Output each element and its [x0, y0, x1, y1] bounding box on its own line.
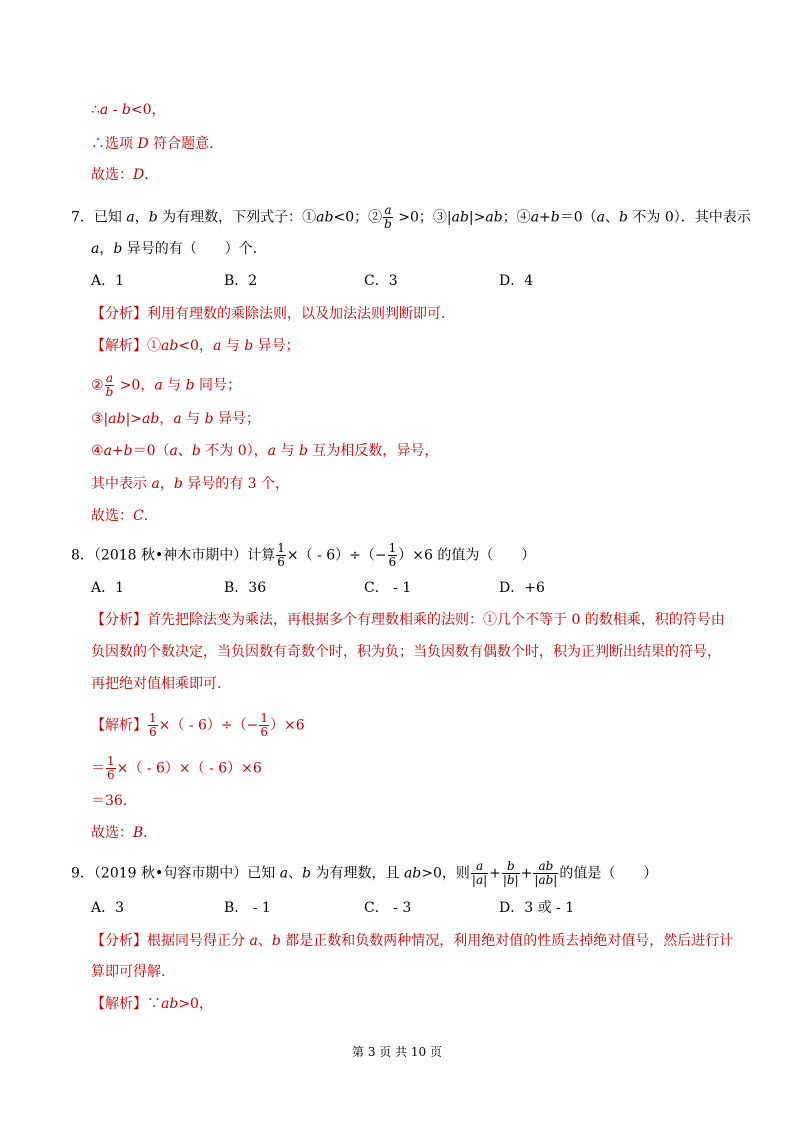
q8-solution-line-3: ＝36． [91, 793, 137, 809]
question-number: 9． [71, 865, 94, 882]
text: 、 [288, 865, 303, 882]
question-number: 8． [71, 547, 94, 564]
expr-ab: ab [142, 411, 160, 427]
equals-sign: ＝ [91, 760, 105, 777]
text: - [108, 102, 122, 118]
var-b: b [298, 443, 308, 459]
expr-ab: ab [108, 411, 126, 427]
text: 与 [162, 377, 186, 394]
prev-line-1 [91, 101, 166, 119]
fraction-one-sixth [106, 755, 116, 782]
text: ， [159, 476, 174, 492]
text: 同号； [194, 377, 242, 394]
q9-solution-line-1 [91, 995, 213, 1013]
text: 异号的有（ ）个． [122, 241, 267, 257]
text: 异号的有 3 个， [182, 476, 290, 492]
expr-a-plus-b: a+b [530, 209, 560, 226]
text: 都是正数和负数两种情况，利用绝对值的性质去掉绝对值号，然后进行计 [280, 933, 734, 949]
fraction-numerator: ab [533, 860, 558, 874]
q9-stem [71, 860, 657, 887]
text: 与 [276, 443, 299, 459]
fraction-one-sixth [276, 542, 286, 569]
minus-sign: − [246, 717, 259, 734]
q8-choice-a: A．1 [91, 580, 125, 596]
fraction-denominator: |ab| [534, 873, 558, 887]
fraction-numerator: a [471, 860, 488, 874]
text: >0，则 [421, 865, 470, 882]
answer-letter: D [133, 167, 145, 183]
var-b: b [244, 338, 254, 354]
text: ×（ - 6）÷（ [158, 717, 247, 734]
text: 与 [221, 338, 245, 354]
expr-ab: ab [316, 209, 334, 226]
expr-ab: ab [485, 209, 503, 226]
page-footer: 第 3 页 共 10 页 [352, 1045, 442, 1059]
text: 互为相反数，异号， [307, 443, 439, 459]
text: 故选： [91, 825, 133, 841]
text: |> [125, 411, 143, 427]
q7-solution-line-2 [91, 372, 241, 399]
q8-answer [91, 824, 157, 842]
text: <0， [178, 338, 213, 354]
fraction-a-over-abs-a [471, 860, 488, 887]
var-b: b [204, 411, 214, 427]
q8-choice-b: B．36 [224, 580, 267, 596]
therefore-symbol: ∴ [91, 102, 100, 118]
q9-choice-c: C． - 3 [364, 900, 412, 916]
q9-analysis-line-1 [91, 932, 733, 950]
text: ×（ - 6）÷（ [286, 547, 375, 564]
fraction-denominator: 6 [388, 555, 397, 569]
fraction-numerator: a [384, 203, 392, 217]
text: ∴选项 [91, 136, 138, 152]
q7-choice-b: B．2 [224, 273, 258, 289]
q8-analysis-line-1: 【分析】首先把除法变为乘法，再根据多个有理数相乘的法则：①几个不等于 0 的数相乘，积的符号由 [91, 612, 725, 628]
q8-solution-line-1 [91, 712, 305, 739]
text: 异号； [213, 411, 261, 427]
q9-choice-b: B． - 1 [224, 900, 271, 916]
var-b: b [185, 377, 195, 394]
text: 的值是（ ） [559, 865, 658, 882]
fraction-ab-over-abs-ab [533, 860, 558, 887]
text: <0， [130, 102, 166, 118]
text: 其中表示 [91, 476, 152, 492]
fraction-numerator: a [105, 371, 113, 385]
fraction-denominator: |a| [471, 873, 488, 887]
var-a: a [596, 209, 606, 226]
fraction-one-sixth [148, 712, 158, 739]
var-b: b [619, 209, 628, 226]
text: 故选： [91, 508, 133, 524]
var-b: b [148, 209, 158, 226]
text: ． [143, 825, 158, 841]
fraction-numerator: 1 [388, 541, 397, 555]
text: 、 [257, 933, 272, 949]
text: 符合题意． [148, 136, 224, 152]
q7-analysis: 【分析】利用有理数的乘除法则，以及加法法则判断即可． [91, 306, 455, 322]
fraction-denominator: 6 [277, 555, 285, 569]
text: ×（ - 6）×（ - 6）×6 [116, 760, 262, 777]
prev-answer [91, 166, 158, 184]
fraction-numerator: 1 [277, 541, 285, 555]
prev-line-2 [91, 135, 223, 153]
fraction-denominator: b [384, 217, 392, 231]
solution-label: 【解析】 [91, 338, 147, 354]
fraction-a-over-b [105, 372, 115, 399]
q9-analysis-line-2: 算即可得解． [91, 964, 175, 980]
q7-stem-line-2 [91, 240, 267, 258]
text: 、 [177, 443, 192, 459]
fraction-a-over-b [383, 204, 393, 231]
question-number: 7． [71, 209, 94, 226]
text: <0；② [333, 209, 383, 226]
text: >0， [115, 377, 155, 394]
answer-letter: B [133, 825, 144, 841]
fraction-b-over-abs-b [502, 860, 520, 887]
var-a: a [173, 411, 182, 427]
var-b: b [271, 933, 281, 949]
text: 为有理数，且 [311, 865, 404, 882]
expr-ab: ab [161, 996, 179, 1012]
var-a: a [249, 933, 258, 949]
expr-ab: ab [161, 338, 179, 354]
text: ）×6 的值为（ ） [398, 547, 536, 564]
text: ＝0（ [132, 443, 170, 459]
fraction-numerator: 1 [260, 711, 269, 725]
q7-choice-d: D．4 [499, 273, 534, 289]
q8-analysis-line-3: 再把绝对值相乘即可． [91, 676, 231, 692]
expr-a-plus-b: a+b [103, 443, 133, 459]
circled-number: ① [147, 338, 161, 354]
text: |> [468, 209, 486, 226]
text: ＝0（ [559, 209, 597, 226]
fraction-denominator: |b| [502, 873, 519, 887]
text: ）×6 [270, 717, 305, 734]
fraction-one-sixth [259, 712, 269, 739]
text: 【分析】根据同号得正分 [91, 933, 250, 949]
var-b: b [113, 241, 123, 257]
text: ， [159, 411, 174, 427]
var-b: b [173, 476, 183, 492]
q8-choice-c: C． - 1 [364, 580, 412, 596]
circled-number: ④ [91, 443, 104, 459]
var-a: a [279, 865, 289, 882]
option-letter: D [137, 136, 149, 152]
text: 异号； [253, 338, 300, 354]
text: >0；③| [393, 209, 452, 226]
q7-solution-line-5 [91, 475, 289, 493]
q7-answer [91, 507, 158, 525]
text: 不为 0）， [200, 443, 268, 459]
text: 已知 [93, 209, 127, 226]
var-a: a [169, 443, 178, 459]
q8-solution-line-2 [91, 755, 262, 782]
fraction-numerator: b [502, 860, 520, 874]
q7-solution-line-1 [91, 337, 300, 355]
q7-choice-a: A．1 [91, 273, 125, 289]
expr-ab: ab [403, 865, 422, 882]
plus-sign: + [520, 865, 533, 882]
var-a: a [99, 102, 109, 118]
text: 不为 0）．其中表示 [627, 209, 751, 226]
var-b: b [302, 865, 312, 882]
text: ；④ [502, 209, 531, 226]
circled-number: ③| [91, 411, 109, 427]
var-b: b [121, 102, 131, 118]
fraction-numerator: 1 [149, 711, 157, 725]
text: （2019 秋•句容市期中）已知 [93, 865, 280, 882]
var-a: a [126, 209, 135, 226]
text: 与 [181, 411, 205, 427]
q9-choice-d: D．3 或 - 1 [499, 900, 575, 916]
var-a: a [212, 338, 222, 354]
solution-label: 【解析】∵ [91, 996, 161, 1012]
q7-choice-c: C．3 [364, 273, 398, 289]
var-a: a [91, 241, 100, 257]
answer-letter: C [133, 508, 144, 524]
text: ， [99, 241, 114, 257]
fraction-one-sixth [388, 542, 398, 569]
q9-choice-a: A．3 [91, 900, 125, 916]
text: 为有理数，下列式子：① [157, 209, 317, 226]
q8-analysis-line-2: 负因数的个数决定，当负因数有奇数个时，积为负；当负因数有偶数个时，积为正判断出结果的符号， [91, 644, 721, 660]
fraction-denominator: 6 [107, 768, 115, 782]
text: 故选： [91, 167, 133, 183]
text: 、 [605, 209, 620, 226]
minus-sign: − [374, 547, 387, 564]
var-a: a [151, 476, 160, 492]
var-a: a [267, 443, 277, 459]
text: （2018 秋•神木市期中）计算 [93, 547, 276, 564]
text: >0， [178, 996, 213, 1012]
var-b: b [191, 443, 201, 459]
q7-stem-line-1 [71, 204, 751, 231]
solution-label: 【解析】 [91, 717, 147, 734]
fraction-denominator: 6 [149, 725, 157, 739]
fraction-denominator: b [105, 385, 114, 399]
circled-number: ② [91, 377, 104, 394]
q7-solution-line-3 [91, 410, 260, 428]
q8-stem [71, 542, 535, 569]
plus-sign: + [489, 865, 501, 882]
text: ， [134, 209, 149, 226]
var-a: a [154, 377, 163, 394]
fraction-denominator: 6 [260, 725, 269, 739]
q8-choice-d: D．+6 [499, 580, 545, 596]
expr-ab: ab [451, 209, 469, 226]
fraction-numerator: 1 [107, 754, 115, 768]
q7-solution-line-4 [91, 442, 438, 460]
text: ． [144, 167, 159, 183]
text: ． [143, 508, 158, 524]
